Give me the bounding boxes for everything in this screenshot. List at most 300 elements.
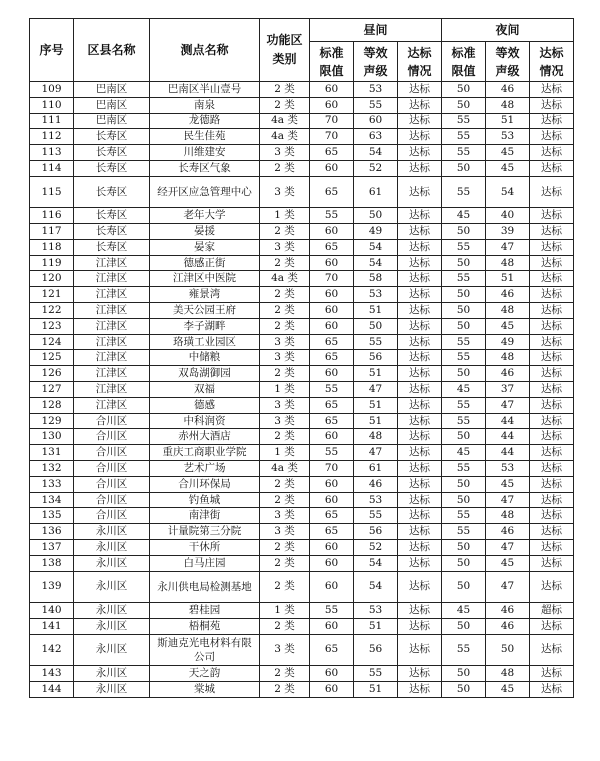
table-row [30,271,574,287]
cell-seq: 109 [30,82,74,98]
header-night: 夜间 [442,19,574,42]
cell-d-lim: 60 [310,82,354,98]
cell-zone: 3 类 [260,508,310,524]
cell-d-lev: 47 [354,382,398,398]
header-night-level-text: 等效声级 [495,45,520,78]
cell-zone: 2 类 [260,318,310,334]
table-row [30,239,574,255]
cell-n-lev: 53 [486,129,530,145]
cell-site: 重庆工商职业学院 [150,445,260,461]
cell-n-lim: 55 [442,413,486,429]
cell-n-lim: 55 [442,461,486,477]
cell-site: 中储粮 [150,350,260,366]
cell-n-lev: 47 [486,492,530,508]
cell-site: 天之韵 [150,666,260,682]
cell-d-lev: 51 [354,397,398,413]
cell-n-lev: 48 [486,508,530,524]
cell-district: 永川区 [74,634,150,666]
table-row [30,397,574,413]
cell-n-st: 达标 [530,555,574,571]
cell-d-lim: 60 [310,303,354,319]
header-night-status-text: 达标情况 [539,45,564,78]
cell-n-lev: 46 [486,618,530,634]
cell-zone: 2 类 [260,540,310,556]
table-row [30,350,574,366]
cell-d-lev: 50 [354,318,398,334]
cell-district: 长寿区 [74,224,150,240]
cell-seq: 136 [30,524,74,540]
cell-n-lim: 50 [442,666,486,682]
cell-site: 民生佳苑 [150,129,260,145]
table-row [30,603,574,619]
cell-zone: 2 类 [260,224,310,240]
cell-d-lim: 60 [310,666,354,682]
cell-n-st: 达标 [530,160,574,176]
table-row [30,208,574,224]
cell-n-lim: 50 [442,540,486,556]
cell-site: 白马庄园 [150,555,260,571]
table-row [30,382,574,398]
cell-n-lev: 47 [486,540,530,556]
cell-district: 江津区 [74,287,150,303]
cell-seq: 127 [30,382,74,398]
cell-n-st: 达标 [530,492,574,508]
table-header [30,19,574,82]
cell-n-lim: 55 [442,634,486,666]
cell-seq: 121 [30,287,74,303]
cell-n-st: 达标 [530,618,574,634]
cell-site: 艺术广场 [150,461,260,477]
cell-n-lev: 45 [486,145,530,161]
cell-zone: 2 类 [260,287,310,303]
cell-d-lev: 55 [354,508,398,524]
cell-n-lim: 50 [442,492,486,508]
cell-d-st: 达标 [398,634,442,666]
table-row [30,429,574,445]
cell-zone: 2 类 [260,366,310,382]
cell-n-lev: 45 [486,476,530,492]
cell-zone: 2 类 [260,571,310,603]
cell-n-st: 达标 [530,524,574,540]
cell-n-st: 达标 [530,113,574,129]
cell-d-st: 达标 [398,555,442,571]
cell-n-lev: 45 [486,318,530,334]
cell-n-st: 达标 [530,429,574,445]
cell-n-lim: 45 [442,382,486,398]
cell-district: 江津区 [74,382,150,398]
cell-seq: 111 [30,113,74,129]
table-row [30,492,574,508]
cell-district: 永川区 [74,682,150,698]
cell-n-st: 达标 [530,176,574,208]
cell-zone: 2 类 [260,429,310,445]
cell-d-lim: 55 [310,208,354,224]
cell-district: 永川区 [74,618,150,634]
cell-seq: 112 [30,129,74,145]
header-zone-text: 功能区类别 [266,33,303,66]
cell-d-st: 达标 [398,508,442,524]
table-row [30,318,574,334]
cell-site: 双岛湖御园 [150,366,260,382]
header-day-limit-text: 标准限值 [319,45,344,78]
cell-d-lev: 46 [354,476,398,492]
cell-n-lim: 55 [442,508,486,524]
cell-n-st: 达标 [530,571,574,603]
table-row [30,524,574,540]
cell-d-lim: 60 [310,366,354,382]
cell-n-lev: 37 [486,382,530,398]
cell-n-lim: 45 [442,208,486,224]
cell-district: 合川区 [74,461,150,477]
table-row [30,682,574,698]
header-site: 测点名称 [150,19,260,82]
cell-seq: 139 [30,571,74,603]
cell-zone: 2 类 [260,160,310,176]
cell-d-st: 达标 [398,176,442,208]
cell-d-lev: 54 [354,555,398,571]
cell-n-lev: 48 [486,350,530,366]
cell-n-lim: 50 [442,318,486,334]
cell-d-lim: 65 [310,634,354,666]
cell-district: 永川区 [74,603,150,619]
cell-district: 长寿区 [74,208,150,224]
cell-site: 江津区中医院 [150,271,260,287]
cell-n-lim: 55 [442,129,486,145]
cell-district: 江津区 [74,366,150,382]
cell-n-lev: 46 [486,524,530,540]
cell-seq: 122 [30,303,74,319]
cell-n-lev: 47 [486,239,530,255]
cell-d-st: 达标 [398,413,442,429]
table-row [30,571,574,603]
cell-d-st: 达标 [398,82,442,98]
cell-district: 江津区 [74,255,150,271]
header-day: 昼间 [310,19,442,42]
cell-d-st: 达标 [398,461,442,477]
cell-d-lim: 70 [310,271,354,287]
cell-d-st: 达标 [398,382,442,398]
cell-site: 梧桐苑 [150,618,260,634]
cell-zone: 2 类 [260,255,310,271]
cell-site: 晏援 [150,224,260,240]
cell-district: 江津区 [74,397,150,413]
cell-seq: 141 [30,618,74,634]
header-day-level-text: 等效声级 [363,45,388,78]
cell-d-st: 达标 [398,318,442,334]
cell-district: 永川区 [74,571,150,603]
cell-d-lev: 51 [354,618,398,634]
cell-n-lev: 51 [486,271,530,287]
cell-d-st: 达标 [398,350,442,366]
cell-d-lev: 53 [354,492,398,508]
table-row [30,255,574,271]
cell-d-lim: 60 [310,571,354,603]
cell-site: 斯迪克光电材料有限公司 [150,634,260,666]
cell-site: 合川环保局 [150,476,260,492]
cell-d-lev: 55 [354,334,398,350]
cell-n-lev: 48 [486,97,530,113]
cell-n-lev: 50 [486,634,530,666]
table-row [30,476,574,492]
cell-seq: 123 [30,318,74,334]
cell-n-st: 达标 [530,397,574,413]
cell-d-lev: 53 [354,603,398,619]
cell-zone: 2 类 [260,82,310,98]
cell-n-lim: 50 [442,555,486,571]
cell-d-lim: 60 [310,555,354,571]
cell-n-st: 超标 [530,603,574,619]
cell-d-lim: 65 [310,145,354,161]
cell-n-lev: 49 [486,334,530,350]
cell-seq: 130 [30,429,74,445]
cell-n-lim: 50 [442,82,486,98]
cell-n-st: 达标 [530,224,574,240]
cell-d-lim: 60 [310,318,354,334]
cell-n-lim: 55 [442,145,486,161]
cell-d-lim: 65 [310,176,354,208]
cell-d-st: 达标 [398,540,442,556]
cell-d-lev: 63 [354,129,398,145]
table-row [30,555,574,571]
cell-site: 钓鱼城 [150,492,260,508]
cell-n-lim: 50 [442,618,486,634]
cell-site: 巴南区半山壹号 [150,82,260,98]
header-day-status [398,42,442,82]
cell-d-lim: 55 [310,603,354,619]
header-night-status [530,42,574,82]
cell-n-st: 达标 [530,129,574,145]
cell-n-lim: 45 [442,603,486,619]
cell-zone: 2 类 [260,97,310,113]
cell-site: 双福 [150,382,260,398]
cell-seq: 138 [30,555,74,571]
cell-d-st: 达标 [398,208,442,224]
cell-d-st: 达标 [398,287,442,303]
cell-n-st: 达标 [530,540,574,556]
cell-site: 雍景湾 [150,287,260,303]
cell-n-st: 达标 [530,208,574,224]
cell-d-lev: 53 [354,287,398,303]
cell-n-lim: 55 [442,176,486,208]
cell-n-st: 达标 [530,271,574,287]
cell-site: 珞璜工业园区 [150,334,260,350]
cell-n-st: 达标 [530,318,574,334]
cell-zone: 2 类 [260,476,310,492]
cell-n-st: 达标 [530,82,574,98]
cell-district: 合川区 [74,413,150,429]
cell-zone: 3 类 [260,350,310,366]
cell-district: 合川区 [74,492,150,508]
cell-n-lim: 50 [442,160,486,176]
cell-d-lim: 60 [310,429,354,445]
cell-district: 江津区 [74,318,150,334]
cell-d-lev: 58 [354,271,398,287]
cell-zone: 2 类 [260,682,310,698]
cell-district: 巴南区 [74,113,150,129]
cell-district: 长寿区 [74,160,150,176]
cell-site: 干休所 [150,540,260,556]
cell-n-lim: 50 [442,97,486,113]
cell-zone: 4a 类 [260,129,310,145]
cell-zone: 3 类 [260,145,310,161]
cell-d-lim: 60 [310,540,354,556]
cell-n-lev: 47 [486,397,530,413]
cell-d-lev: 47 [354,445,398,461]
cell-seq: 137 [30,540,74,556]
cell-zone: 2 类 [260,303,310,319]
cell-n-lev: 45 [486,555,530,571]
cell-d-lev: 52 [354,160,398,176]
cell-d-st: 达标 [398,682,442,698]
cell-n-st: 达标 [530,255,574,271]
cell-n-st: 达标 [530,413,574,429]
cell-zone: 4a 类 [260,461,310,477]
cell-d-lim: 60 [310,682,354,698]
cell-seq: 131 [30,445,74,461]
cell-n-lev: 48 [486,666,530,682]
cell-d-lim: 60 [310,160,354,176]
cell-site: 碧桂园 [150,603,260,619]
cell-d-lev: 55 [354,97,398,113]
cell-d-st: 达标 [398,397,442,413]
cell-n-st: 达标 [530,350,574,366]
cell-d-st: 达标 [398,618,442,634]
cell-zone: 1 类 [260,208,310,224]
cell-site: 李子湖畔 [150,318,260,334]
cell-site: 中科润资 [150,413,260,429]
cell-district: 永川区 [74,666,150,682]
header-day-level [354,42,398,82]
cell-zone: 1 类 [260,445,310,461]
cell-site: 计量院第三分院 [150,524,260,540]
cell-n-lim: 50 [442,571,486,603]
cell-zone: 2 类 [260,618,310,634]
table-row [30,97,574,113]
cell-n-st: 达标 [530,239,574,255]
cell-site: 南泉 [150,97,260,113]
cell-d-lim: 60 [310,97,354,113]
table-body [30,82,574,698]
cell-n-st: 达标 [530,476,574,492]
cell-d-lev: 56 [354,350,398,366]
header-day-limit [310,42,354,82]
cell-n-st: 达标 [530,382,574,398]
cell-n-lim: 50 [442,476,486,492]
cell-n-lim: 55 [442,350,486,366]
cell-zone: 3 类 [260,334,310,350]
cell-n-lim: 55 [442,239,486,255]
cell-d-lim: 60 [310,255,354,271]
table-row [30,224,574,240]
cell-d-st: 达标 [398,271,442,287]
cell-district: 永川区 [74,540,150,556]
table-row [30,176,574,208]
cell-district: 巴南区 [74,97,150,113]
table-row [30,334,574,350]
cell-n-st: 达标 [530,287,574,303]
cell-d-st: 达标 [398,160,442,176]
cell-d-lim: 60 [310,224,354,240]
cell-d-lev: 56 [354,524,398,540]
cell-d-lim: 65 [310,239,354,255]
cell-site: 美天公园王府 [150,303,260,319]
cell-zone: 2 类 [260,492,310,508]
cell-seq: 125 [30,350,74,366]
cell-n-lev: 40 [486,208,530,224]
cell-site: 川维建安 [150,145,260,161]
cell-n-lev: 48 [486,303,530,319]
cell-d-lev: 51 [354,413,398,429]
cell-d-st: 达标 [398,603,442,619]
table-row [30,445,574,461]
cell-site: 南津街 [150,508,260,524]
cell-d-lev: 52 [354,540,398,556]
cell-district: 江津区 [74,350,150,366]
cell-n-st: 达标 [530,97,574,113]
noise-monitoring-table [29,18,574,698]
cell-n-lev: 44 [486,413,530,429]
header-day-status-text: 达标情况 [407,45,432,78]
cell-zone: 3 类 [260,634,310,666]
table-row [30,303,574,319]
cell-d-st: 达标 [398,97,442,113]
cell-d-st: 达标 [398,445,442,461]
cell-n-lev: 46 [486,287,530,303]
cell-d-st: 达标 [398,429,442,445]
cell-d-lev: 56 [354,634,398,666]
cell-n-st: 达标 [530,461,574,477]
cell-seq: 129 [30,413,74,429]
cell-n-lim: 50 [442,429,486,445]
cell-n-lev: 46 [486,82,530,98]
cell-d-lev: 60 [354,113,398,129]
cell-seq: 143 [30,666,74,682]
cell-n-lim: 55 [442,271,486,287]
header-night-level [486,42,530,82]
cell-d-lim: 60 [310,287,354,303]
cell-site: 长寿区气象 [150,160,260,176]
cell-d-lev: 54 [354,145,398,161]
cell-site: 龙德路 [150,113,260,129]
cell-seq: 144 [30,682,74,698]
cell-site: 德感 [150,397,260,413]
header-zone [260,19,310,82]
cell-d-lim: 60 [310,492,354,508]
table-row [30,413,574,429]
table-row [30,540,574,556]
cell-zone: 1 类 [260,382,310,398]
cell-n-st: 达标 [530,334,574,350]
cell-n-lev: 46 [486,366,530,382]
cell-n-lim: 50 [442,287,486,303]
cell-d-lev: 54 [354,255,398,271]
cell-d-st: 达标 [398,129,442,145]
cell-n-lim: 55 [442,334,486,350]
cell-seq: 116 [30,208,74,224]
cell-zone: 2 类 [260,555,310,571]
cell-d-lev: 54 [354,571,398,603]
cell-d-lev: 54 [354,239,398,255]
table-row [30,461,574,477]
header-seq: 序号 [30,19,74,82]
table-row [30,508,574,524]
cell-zone: 1 类 [260,603,310,619]
cell-zone: 3 类 [260,176,310,208]
cell-n-lim: 50 [442,255,486,271]
cell-d-st: 达标 [398,492,442,508]
table-row [30,113,574,129]
cell-n-st: 达标 [530,508,574,524]
